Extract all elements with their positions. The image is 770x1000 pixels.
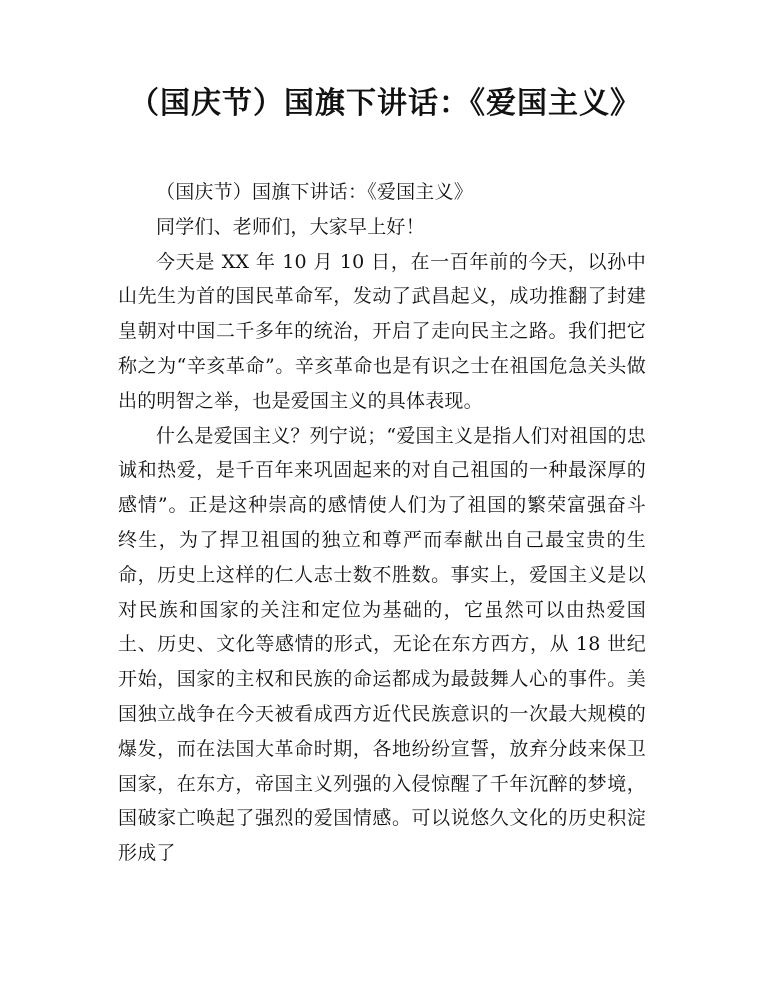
paragraph-subtitle: （国庆节）国旗下讲话：《爱国主义》: [156, 181, 473, 203]
document-body: [118, 175, 646, 871]
document-title: （国庆节）国旗下讲话：《爱国主义》: [129, 86, 641, 121]
paragraph-greeting: 同学们、老师们，大家早上好！: [156, 215, 425, 238]
paragraph-xinhai-revolution: 今天是 XX 年 10 月 10 日，在一百年前的今天，以孙中山先生为首的国民革命军，发动了武昌起义，成功推翻了封建皇朝对中国二千多年的统治，开启了走向民主之路。我们把它称之为“辛亥革命”。辛亥革命也是有识之士在祖国危急关头做出的明智之举，也是爱国主义的具体表现。: [118, 250, 646, 412]
paragraph-patriotism-definition: 什么是爱国主义？列宁说；“爱国主义是指人们对祖国的忠诚和热爱，是千百年来巩固起来的对自己祖国的一种最深厚的感情”。正是这种崇高的感情使人们为了祖国的繁荣富强奋斗终生，为了捍卫祖国的独立和尊严而奉献出自己最宝贵的生命，历史上这样的仁人志士数不胜数。事实上，爱国主义是以对民族和国家的关注和定位为基础的，它虽然可以由热爱国土、历史、文化等感情的形式，无论在东方西方，从 18 世纪开始，国家的主权和民族的命运都成为最鼓舞人心的事件。美国独立战争在今天被看成西方近代民族意识的一次最大规模的爆发，而在法国大革命时期，各地纷纷宣誓，放弃分歧来保卫国家，在东方，帝国主义列强的入侵惊醒了千年沉醉的梦境，国破家亡唤起了强烈的爱国情感。可以说悠久文化的历史积淀形成了: [118, 424, 646, 865]
